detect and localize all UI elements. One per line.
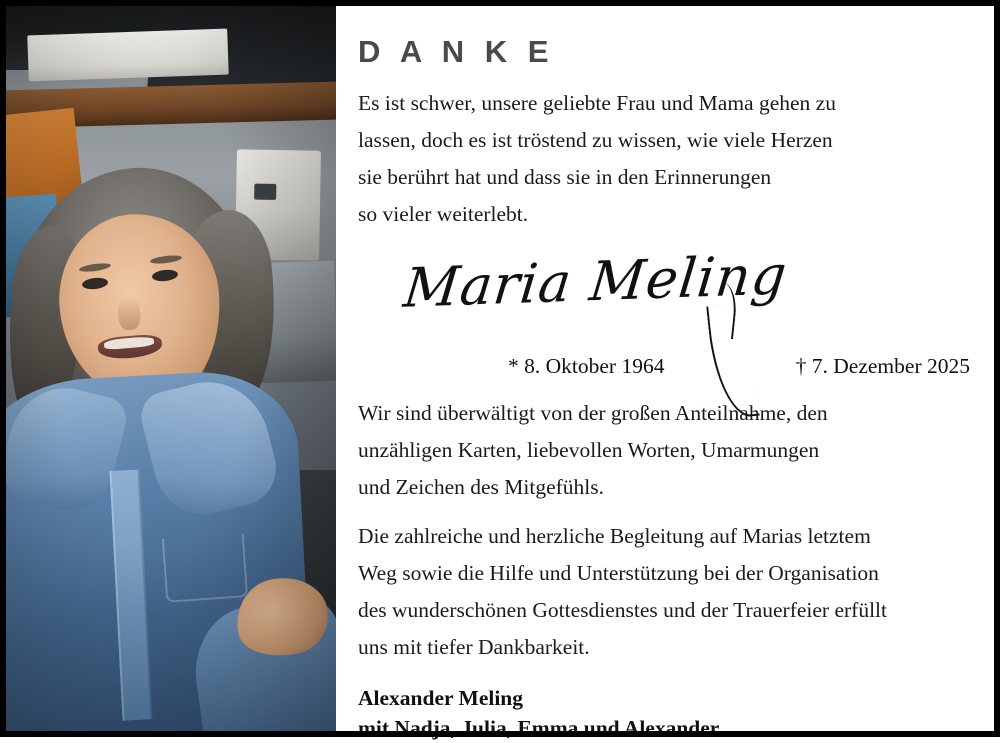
photo-vignette [0, 0, 336, 737]
intro-line: lassen, doch es ist tröstend zu wissen, wie viele Herzen [358, 128, 833, 152]
intro-paragraph [356, 88, 954, 230]
support-line: Die zahlreiche und herzliche Begleitung auf Marias letztem [358, 524, 871, 548]
signature-block [356, 243, 970, 398]
support-line: des wunderschönen Gottesdienstes und der Trauerfeier erfüllt [358, 598, 887, 622]
portrait-photo-panel [0, 0, 336, 737]
memorial-text-panel [336, 0, 1000, 740]
thanks-line: und Zeichen des Mitgefühls. [358, 475, 605, 499]
thanks-line: unzähligen Karten, liebevollen Worten, Umarmungen [358, 438, 820, 462]
thanks-paragraph [356, 398, 954, 503]
signature-name: Maria Meling [400, 243, 791, 320]
thanks-line: Wir sind überwältigt von der großen Anteilnahme, den [358, 401, 828, 425]
support-paragraph [356, 521, 954, 663]
life-dates [356, 354, 976, 379]
support-line: uns mit tiefer Dankbarkeit. [358, 635, 590, 659]
family-signature [358, 683, 954, 743]
intro-line: so vieler weiterlebt. [358, 202, 529, 226]
support-line: Weg sowie die Hilfe und Unterstützung bei der Organisation [358, 561, 879, 585]
family-line: Alexander Meling [358, 686, 524, 710]
danke-heading: D A N K E [358, 34, 555, 69]
family-line: mit Nadja, Julia, Emma und Alexander [358, 716, 720, 740]
birth-date: * 8. Oktober 1964 [508, 354, 665, 378]
death-date: † 7. Dezember 2025 [795, 354, 970, 378]
intro-line: Es ist schwer, unsere geliebte Frau und Mama gehen zu [358, 91, 836, 115]
portrait-photo [0, 0, 336, 737]
intro-line: sie berührt hat und dass sie in den Erinnerungen [358, 165, 772, 189]
